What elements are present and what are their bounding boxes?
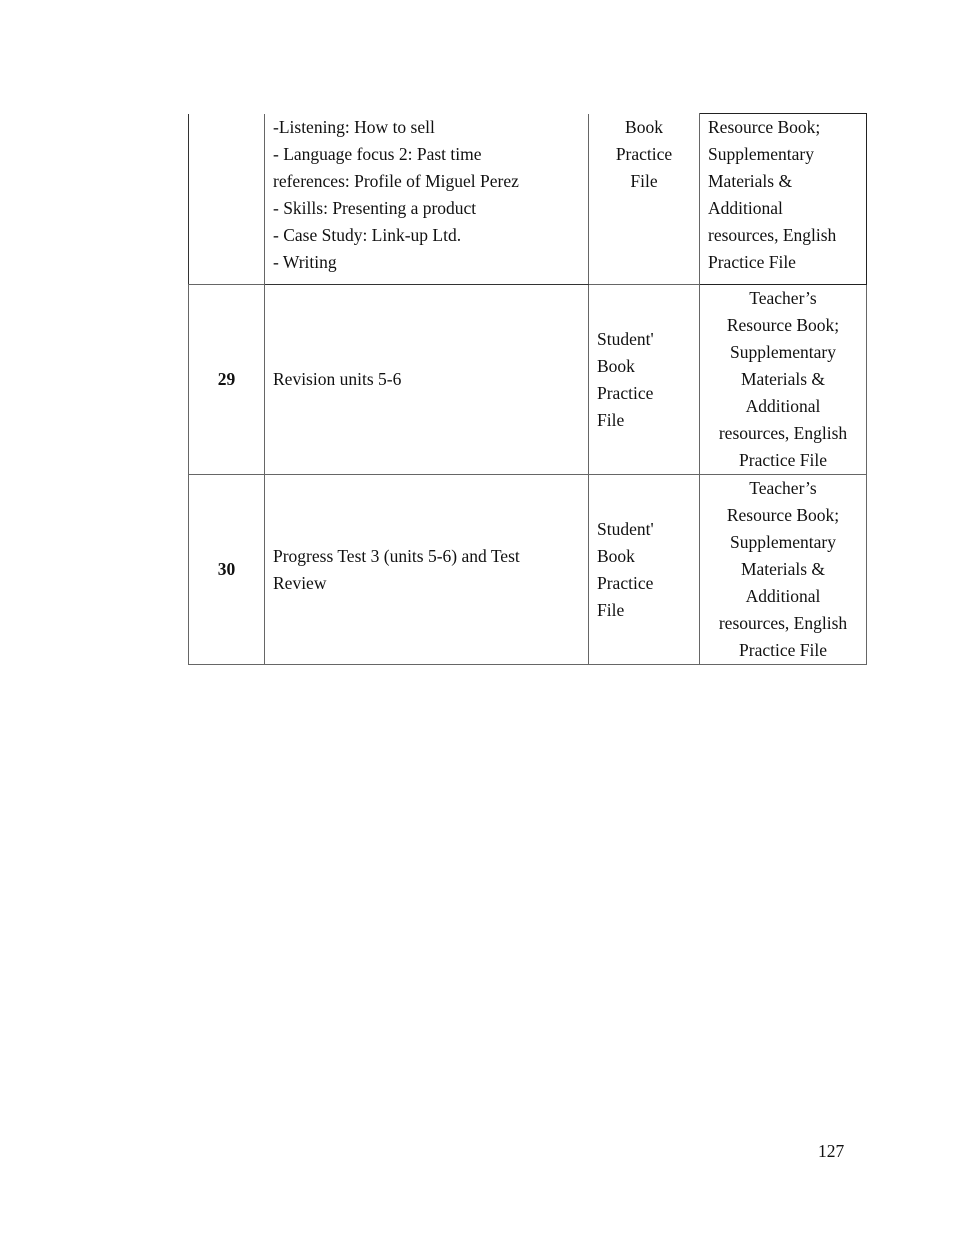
lesson-number-cell xyxy=(189,114,265,285)
content-line: references: Profile of Miguel Perez xyxy=(273,170,519,191)
lesson-content-cell xyxy=(265,475,589,665)
resource-line: Materials & xyxy=(740,559,826,579)
book-cell xyxy=(589,285,700,475)
lesson-number-cell: 30 xyxy=(189,475,265,665)
resources-cell xyxy=(700,285,867,475)
table-row xyxy=(189,114,867,285)
book-line: Practice xyxy=(597,382,654,403)
book-line: Book xyxy=(597,545,635,566)
resource-line: Materials & xyxy=(708,171,793,191)
content-line: - Skills: Presenting a product xyxy=(273,197,477,218)
resource-line: resources, English xyxy=(708,225,837,245)
content-line: Review xyxy=(273,572,327,593)
book-line: File xyxy=(630,170,658,191)
resource-line: Practice File xyxy=(708,252,796,272)
content-line: Revision units 5-6 xyxy=(273,369,402,389)
book-line: Book xyxy=(597,355,635,376)
book-line: Book xyxy=(625,116,663,137)
resource-line: Additional xyxy=(745,586,821,606)
resource-line: Supplementary xyxy=(708,144,814,164)
resource-line: Materials & xyxy=(740,369,826,389)
table-row xyxy=(189,475,867,665)
book-line: Student' xyxy=(597,518,654,539)
resource-line: Resource Book; xyxy=(726,315,840,335)
resources-cell xyxy=(700,475,867,665)
content-line: Progress Test 3 (units 5-6) and Test xyxy=(273,545,520,566)
resource-line: Supplementary xyxy=(730,342,836,362)
resource-line: Additional xyxy=(708,198,783,218)
lesson-content-cell xyxy=(265,285,589,475)
book-cell xyxy=(589,475,700,665)
syllabus-table xyxy=(188,113,867,665)
lesson-number-cell: 29 xyxy=(189,285,265,475)
page-number: 127 xyxy=(818,1141,845,1161)
book-line: Practice xyxy=(597,572,654,593)
resource-line: Practice File xyxy=(739,640,827,660)
resource-line: Resource Book; xyxy=(708,117,821,137)
resource-line: Supplementary xyxy=(730,532,836,552)
book-cell xyxy=(589,114,700,285)
resource-line: Additional xyxy=(745,396,821,416)
book-line: Student' xyxy=(597,328,654,349)
content-line: - Language focus 2: Past time xyxy=(273,143,482,164)
resource-line: Teacher’s xyxy=(749,478,817,498)
book-line: File xyxy=(597,599,625,620)
content-line: -Listening: How to sell xyxy=(273,116,435,137)
content-line: - Case Study: Link-up Ltd. xyxy=(273,224,462,245)
resource-line: Teacher’s xyxy=(749,288,817,308)
resource-line: resources, English xyxy=(718,423,848,443)
book-line: Practice xyxy=(615,143,673,164)
resource-line: Practice File xyxy=(739,450,827,470)
resource-line: resources, English xyxy=(718,613,848,633)
content-line: - Writing xyxy=(273,251,337,272)
resource-line: Resource Book; xyxy=(726,505,840,525)
resources-cell xyxy=(700,114,867,285)
book-line: File xyxy=(597,409,625,430)
lesson-content-cell xyxy=(265,114,589,285)
table-row xyxy=(189,285,867,475)
